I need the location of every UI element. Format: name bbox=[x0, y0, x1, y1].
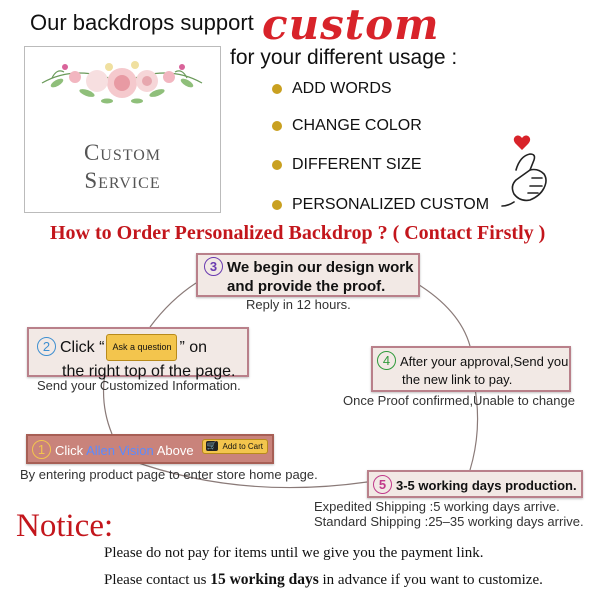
add-to-cart-label: Add to Cart bbox=[222, 442, 263, 451]
notice-line2-post: in advance if you want to customize. bbox=[322, 572, 543, 588]
service-line1: Custom bbox=[83, 140, 162, 165]
step-3-line2: and provide the proof. bbox=[227, 278, 386, 295]
store-name-link[interactable]: Allen Vision bbox=[86, 443, 154, 458]
option-label: DIFFERENT SIZE bbox=[292, 156, 422, 173]
notice-line1: Please do not pay for items until we give you the payment link. bbox=[104, 545, 484, 561]
step-5-note1: Expedited Shipping :5 working days arrive. bbox=[314, 499, 560, 514]
step-5-text: 3-5 working days production. bbox=[396, 478, 577, 493]
step-number: 4 bbox=[377, 351, 396, 370]
service-line2: Service bbox=[84, 168, 161, 193]
step-4-line1: After your approval,Send you bbox=[400, 354, 569, 369]
step-4-line2: the new link to pay. bbox=[402, 372, 513, 387]
header-line1: Our backdrops support bbox=[30, 10, 254, 35]
step-1-pre: Click bbox=[55, 443, 84, 458]
notice-line2 bbox=[104, 571, 543, 589]
option-label: ADD WORDS bbox=[292, 80, 392, 97]
step-1-box bbox=[26, 434, 274, 464]
step-2-post: ” on bbox=[179, 339, 208, 356]
ask-question-button[interactable]: Ask a question bbox=[106, 334, 177, 361]
step-2-box bbox=[27, 327, 249, 380]
shopping-cart-icon: 🛒 bbox=[206, 441, 217, 450]
step-4-box bbox=[371, 346, 571, 392]
notice-line2-pre: Please contact us bbox=[104, 572, 207, 588]
option-label: CHANGE COLOR bbox=[292, 117, 422, 134]
add-to-cart-button[interactable] bbox=[202, 439, 268, 454]
step-2-note: Send your Customized Information. bbox=[37, 378, 241, 393]
step-2-line2: the right top of the page. bbox=[62, 363, 236, 380]
step-1-note: By entering product page to enter store home page. bbox=[20, 467, 318, 482]
header-custom-highlight: custom bbox=[262, 0, 440, 49]
step-1-post: Above bbox=[156, 443, 194, 458]
header-line2: for your different usage : bbox=[230, 46, 458, 69]
step-3-line1: We begin our design work bbox=[227, 259, 414, 276]
notice-title: Notice: bbox=[16, 508, 114, 544]
step-2-pre: Click “ bbox=[60, 339, 105, 356]
step-number: 5 bbox=[373, 475, 392, 494]
step-5-note2: Standard Shipping :25–35 working days arrive. bbox=[314, 514, 584, 529]
step-5-box bbox=[367, 470, 583, 498]
step-number: 3 bbox=[204, 257, 223, 276]
notice-line2-bold: 15 working days bbox=[210, 571, 319, 588]
step-number: 1 bbox=[32, 440, 51, 459]
step-number: 2 bbox=[37, 337, 56, 356]
step-3-note: Reply in 12 hours. bbox=[246, 297, 351, 312]
step-4-note: Once Proof confirmed,Unable to change bbox=[343, 393, 575, 408]
option-label: PERSONALIZED CUSTOM bbox=[292, 196, 490, 213]
how-to-order-title: How to Order Personalized Backdrop ? ( Contact Firstly ) bbox=[50, 222, 546, 244]
step-3-box bbox=[196, 253, 420, 297]
